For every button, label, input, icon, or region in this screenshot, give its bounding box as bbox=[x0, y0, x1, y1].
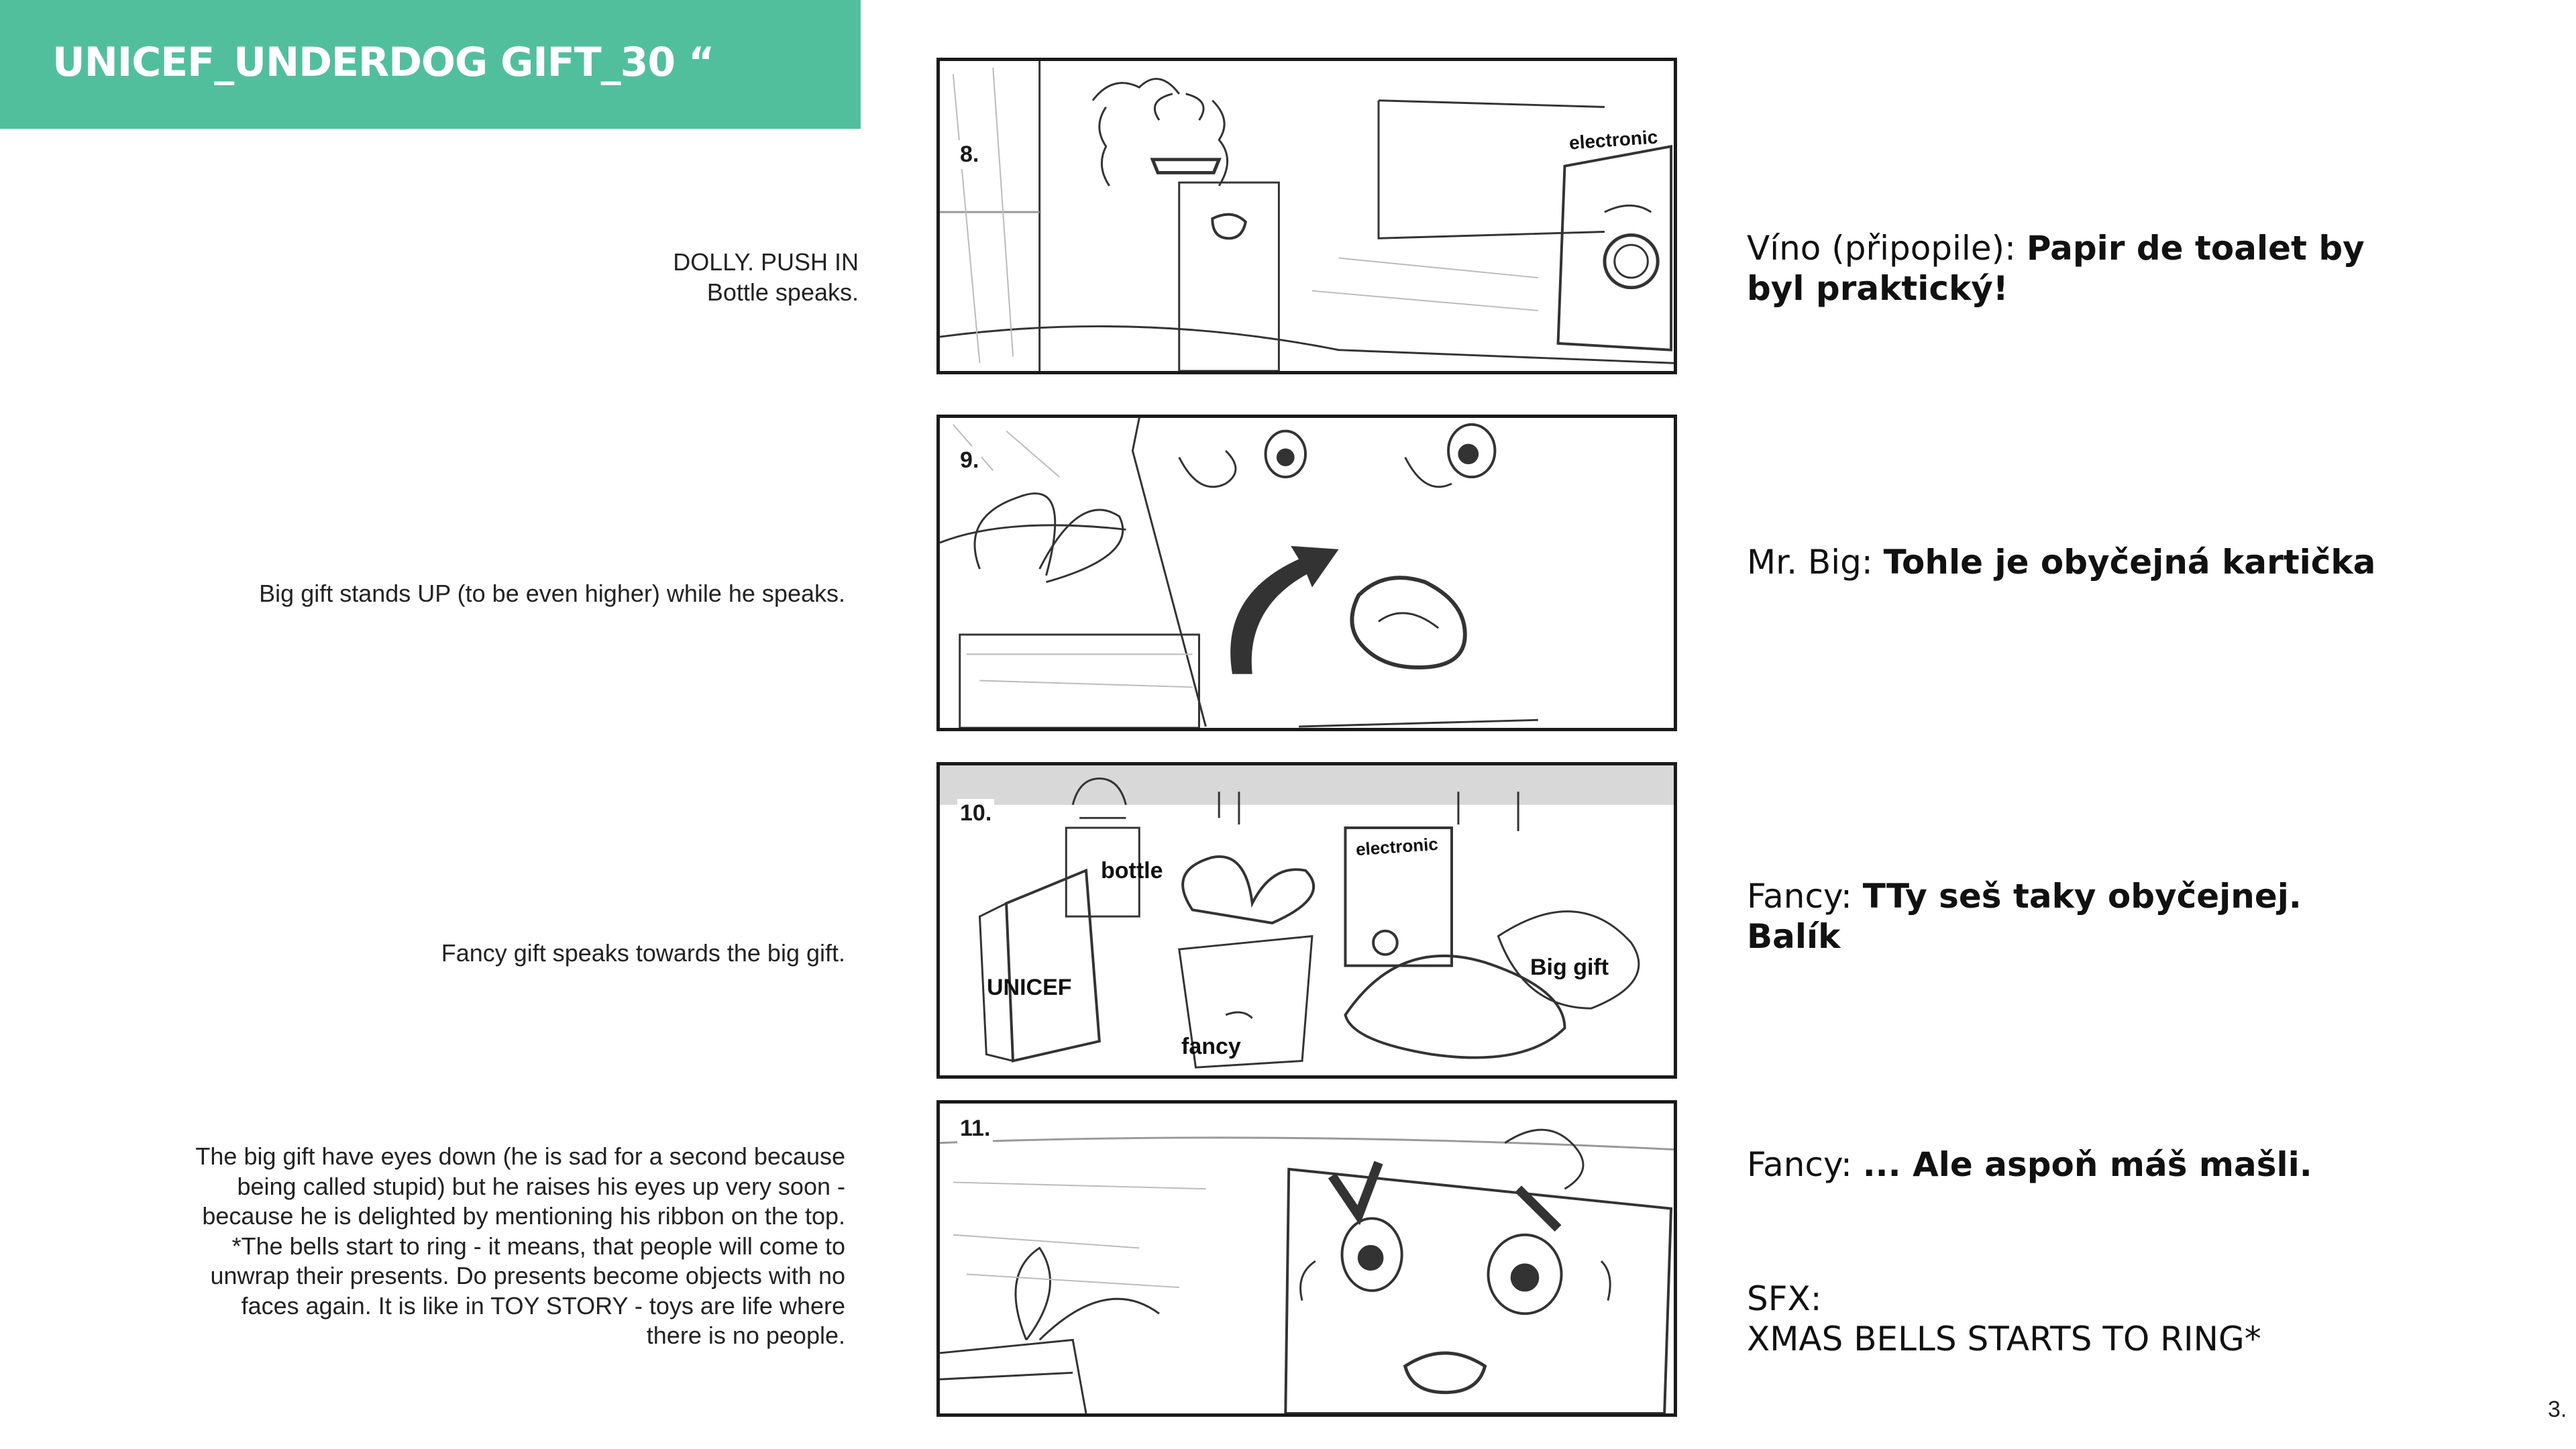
dialogue-shot-9 bbox=[1747, 542, 2418, 582]
panel-10-label-fancy: fancy bbox=[1181, 1034, 1241, 1059]
dialogue-shot-11 bbox=[1747, 1144, 2418, 1185]
panel-10-number: 10. bbox=[957, 799, 994, 828]
shot-11-note: The big gift have eyes down (he is sad for a second because being called stupid) but he raises his eyes up very soon - because he is delighted by mentioning his ribbon on the top. *The bells start to ring - it means, that people will come to unwrap their presents. Do presents become objects with no faces again. It is like in TOY STORY - toys are life where there is no people. bbox=[195, 1142, 845, 1349]
header-banner bbox=[0, 0, 861, 129]
panel-11-sketch bbox=[940, 1104, 1674, 1413]
page-title: UNICEF_UNDERDOG GIFT_30 “ bbox=[52, 39, 714, 86]
dialogue-line: Tohle je obyčejná kartička bbox=[1883, 543, 2376, 582]
dialogue-shot-8 bbox=[1747, 228, 2418, 309]
dialogue-line: Papir de toalet by byl praktický! bbox=[1747, 229, 2365, 308]
panel-9-number: 9. bbox=[957, 446, 981, 475]
panel-8-sketch bbox=[940, 61, 1674, 371]
speaker-name: Víno (připopile): bbox=[1747, 229, 2027, 268]
storyboard-panel-8 bbox=[936, 58, 1677, 374]
panel-10-sketch bbox=[940, 765, 1674, 1075]
panel-11-number: 11. bbox=[957, 1114, 993, 1143]
page-number: 3. bbox=[2548, 1397, 2567, 1422]
dialogue-line: ... Ale aspoň máš mašli. bbox=[1862, 1145, 2312, 1184]
panel-10-label-big-gift: Big gift bbox=[1530, 955, 1609, 980]
storyboard-panel-10 bbox=[936, 762, 1677, 1079]
panel-8-number: 8. bbox=[957, 140, 981, 169]
dialogue-shot-10 bbox=[1747, 876, 2351, 957]
panel-10-label-electronic: electronic bbox=[1355, 833, 1439, 860]
panel-10-label-unicef: UNICEF bbox=[987, 975, 1072, 1000]
shot-9-note: Big gift stands UP (to be even higher) while he speaks. bbox=[259, 580, 845, 607]
speaker-name: Mr. Big: bbox=[1747, 543, 1884, 582]
dialogue-line: TTy seš taky obyčejnej. Balík bbox=[1747, 877, 2302, 956]
storyboard-panel-9 bbox=[936, 415, 1677, 731]
speaker-name: Fancy: bbox=[1747, 877, 1863, 916]
shot-10-note: Fancy gift speaks towards the big gift. bbox=[441, 939, 845, 967]
storyboard-panel-11 bbox=[936, 1100, 1677, 1417]
shot-8-note: DOLLY. PUSH IN Bottle speaks. bbox=[673, 248, 859, 306]
panel-9-sketch bbox=[940, 418, 1674, 728]
panel-8-label-electronic: electronic bbox=[1568, 126, 1659, 154]
panel-10-label-bottle: bottle bbox=[1101, 858, 1163, 883]
speaker-name: Fancy: bbox=[1747, 1145, 1863, 1184]
sfx-note: SFX: XMAS BELLS STARTS TO RING* bbox=[1747, 1279, 2261, 1358]
